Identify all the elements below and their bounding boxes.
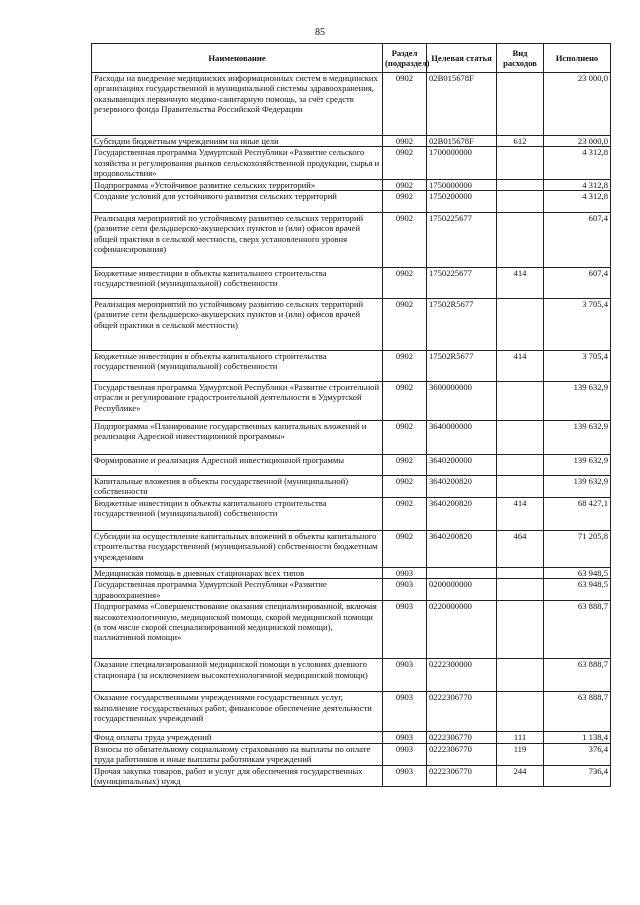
page-number: 85 xyxy=(315,27,325,38)
cell-section: 0902 xyxy=(383,382,427,421)
cell-done: 68 427,1 xyxy=(544,497,611,530)
cell-target: 3640200820 xyxy=(427,497,497,530)
cell-done: 63 948,5 xyxy=(544,579,611,601)
cell-name: Бюджетные инвестиции в объекты капитального строительства государственной (муниципальной) собственности xyxy=(92,351,383,382)
cell-target: 1750225677 xyxy=(427,213,497,268)
cell-name: Взносы по обязательному социальному страхованию на выплаты по оплате труда работников и иные выплаты работникам учреждений xyxy=(92,743,383,765)
table-row xyxy=(92,136,611,147)
cell-done: 71 205,8 xyxy=(544,530,611,567)
cell-section: 0903 xyxy=(383,765,427,787)
cell-done: 63 888,7 xyxy=(544,692,611,732)
cell-name: Расходы на внедрение медицинских информационных систем в медицинских организациях государственной и муниципальной системы здравоохранения, оказывающих первичную медико-санитарную помощь, за счёт средств резервного фонда Правительства Российской Федерации xyxy=(92,73,383,136)
header-target: Целевая статья xyxy=(427,44,497,73)
cell-kind xyxy=(497,191,544,213)
table-row xyxy=(92,476,611,498)
cell-name: Субсидии бюджетным учреждениям на иные цели xyxy=(92,136,383,147)
cell-target: 0200000000 xyxy=(427,579,497,601)
cell-target: 3640200820 xyxy=(427,476,497,498)
cell-kind xyxy=(497,179,544,190)
cell-done: 607,4 xyxy=(544,213,611,268)
cell-done: 139 632,9 xyxy=(544,455,611,476)
cell-name: Формирование и реализация Адресной инвестиционной программы xyxy=(92,455,383,476)
cell-target: 17502R5677 xyxy=(427,351,497,382)
cell-section: 0903 xyxy=(383,732,427,743)
cell-name: Подпрограмма «Устойчивое развитие сельских территорий» xyxy=(92,179,383,190)
header-name: Наименование xyxy=(92,44,383,73)
cell-target: 1700000000 xyxy=(427,147,497,179)
cell-name: Оказание специализированной медицинской помощи в условиях дневного стационара (за исключением высокотехнологичной медицинской помощи) xyxy=(92,659,383,692)
cell-section: 0902 xyxy=(383,421,427,455)
table-row xyxy=(92,497,611,530)
cell-done: 4 312,8 xyxy=(544,191,611,213)
cell-name: Государственная программа Удмуртской Республики «Развитие строительной отрасли и регулирование градостроительной деятельности в Удмуртской Республике» xyxy=(92,382,383,421)
table-row xyxy=(92,743,611,765)
cell-done: 23 000,0 xyxy=(544,136,611,147)
cell-section: 0902 xyxy=(383,179,427,190)
cell-done: 63 888,7 xyxy=(544,659,611,692)
table-row xyxy=(92,765,611,787)
cell-kind xyxy=(497,567,544,578)
cell-section: 0902 xyxy=(383,73,427,136)
table-row xyxy=(92,530,611,567)
cell-section: 0902 xyxy=(383,299,427,351)
cell-name: Оказание государственными учреждениями государственных услуг, выполнение государственных работ, финансовое обеспечение деятельности государственных учреждений xyxy=(92,692,383,732)
cell-section: 0902 xyxy=(383,136,427,147)
cell-kind: 414 xyxy=(497,497,544,530)
cell-target: 0222306770 xyxy=(427,743,497,765)
table-row xyxy=(92,351,611,382)
cell-section: 0902 xyxy=(383,268,427,299)
table-row xyxy=(92,213,611,268)
cell-name: Медицинская помощь в дневных стационарах всех типов xyxy=(92,567,383,578)
cell-section: 0902 xyxy=(383,213,427,268)
cell-name: Создание условий для устойчивого развития сельских территорий xyxy=(92,191,383,213)
cell-kind xyxy=(497,147,544,179)
cell-section: 0903 xyxy=(383,743,427,765)
cell-section: 0903 xyxy=(383,579,427,601)
cell-kind: 612 xyxy=(497,136,544,147)
cell-target: 02В015678F xyxy=(427,73,497,136)
cell-done: 139 632,9 xyxy=(544,421,611,455)
cell-kind xyxy=(497,455,544,476)
table-row xyxy=(92,579,611,601)
cell-done: 736,4 xyxy=(544,765,611,787)
table-header-row xyxy=(92,44,611,73)
cell-section: 0902 xyxy=(383,147,427,179)
cell-section: 0903 xyxy=(383,601,427,659)
cell-done: 139 632,9 xyxy=(544,476,611,498)
cell-section: 0902 xyxy=(383,530,427,567)
cell-target: 0222300000 xyxy=(427,659,497,692)
cell-done: 63 948,5 xyxy=(544,567,611,578)
budget-table xyxy=(91,43,611,787)
cell-done: 3 705,4 xyxy=(544,351,611,382)
cell-kind: 244 xyxy=(497,765,544,787)
cell-name: Подпрограмма «Планирование государственных капитальных вложений и реализация Адресной инвестиционной программы» xyxy=(92,421,383,455)
table-row xyxy=(92,299,611,351)
cell-section: 0902 xyxy=(383,351,427,382)
cell-kind: 414 xyxy=(497,351,544,382)
cell-target: 3640200820 xyxy=(427,530,497,567)
table-row xyxy=(92,455,611,476)
cell-name: Капитальные вложения в объекты государственной (муниципальной) собственности xyxy=(92,476,383,498)
cell-done: 376,4 xyxy=(544,743,611,765)
cell-name: Бюджетные инвестиции в объекты капитального строительства государственной (муниципальной) собственности xyxy=(92,268,383,299)
cell-done: 1 138,4 xyxy=(544,732,611,743)
cell-target: 0222306770 xyxy=(427,732,497,743)
cell-target: 3640000000 xyxy=(427,421,497,455)
cell-done: 3 705,4 xyxy=(544,299,611,351)
cell-name: Государственная программа Удмуртской Республики «Развитие здравоохранения» xyxy=(92,579,383,601)
table-row xyxy=(92,268,611,299)
cell-section: 0903 xyxy=(383,692,427,732)
cell-name: Прочая закупка товаров, работ и услуг для обеспечения государственных (муниципальных) нужд xyxy=(92,765,383,787)
cell-target: 02В015678F xyxy=(427,136,497,147)
cell-kind: 119 xyxy=(497,743,544,765)
cell-section: 0902 xyxy=(383,191,427,213)
cell-section: 0903 xyxy=(383,567,427,578)
cell-target: 0220000000 xyxy=(427,601,497,659)
cell-kind xyxy=(497,476,544,498)
cell-done: 4 312,8 xyxy=(544,147,611,179)
table-row xyxy=(92,191,611,213)
table-row xyxy=(92,601,611,659)
cell-target: 3640200000 xyxy=(427,455,497,476)
table-row xyxy=(92,73,611,136)
cell-kind xyxy=(497,601,544,659)
table-row xyxy=(92,179,611,190)
cell-target: 0222306770 xyxy=(427,692,497,732)
table-row xyxy=(92,567,611,578)
cell-kind xyxy=(497,299,544,351)
cell-target: 17502R5677 xyxy=(427,299,497,351)
cell-done: 63 888,7 xyxy=(544,601,611,659)
cell-section: 0902 xyxy=(383,497,427,530)
table-row xyxy=(92,421,611,455)
cell-section: 0902 xyxy=(383,455,427,476)
cell-kind xyxy=(497,659,544,692)
cell-name: Реализация мероприятий по устойчивому развитию сельских территорий (развитие сети фельдшерско-акушерских пунктов и (или) офисов врачей общей практики в сельской местности, сверх установленного уровня софинансирования) xyxy=(92,213,383,268)
cell-kind xyxy=(497,73,544,136)
table-row xyxy=(92,732,611,743)
cell-target: 1750000000 xyxy=(427,179,497,190)
cell-name: Подпрограмма «Совершенствование оказания специализированной, включая высокотехнологичную, медицинской помощи, скорой медицинской помощи (в том числе скорой специализированной медицинской помощи), паллиативной помощи» xyxy=(92,601,383,659)
cell-target: 1750225677 xyxy=(427,268,497,299)
cell-done: 139 632,9 xyxy=(544,382,611,421)
cell-name: Государственная программа Удмуртской Республики «Развитие сельского хозяйства и регулирования рынков сельскохозяйственной продукции, сырья и продовольствия» xyxy=(92,147,383,179)
cell-name: Фонд оплаты труда учреждений xyxy=(92,732,383,743)
cell-kind xyxy=(497,213,544,268)
cell-target: 0222306770 xyxy=(427,765,497,787)
cell-name: Реализация мероприятий по устойчивому развитию сельских территорий (развитие сети фельдшерско-акушерских пунктов и (или) офисов врачей общей практики в сельской местности) xyxy=(92,299,383,351)
table-row xyxy=(92,659,611,692)
header-section: Раздел (подраздел) xyxy=(383,44,427,73)
table-row xyxy=(92,147,611,179)
cell-kind xyxy=(497,579,544,601)
cell-section: 0903 xyxy=(383,659,427,692)
cell-kind xyxy=(497,421,544,455)
cell-target: 3600000000 xyxy=(427,382,497,421)
cell-kind xyxy=(497,692,544,732)
table-row xyxy=(92,692,611,732)
cell-kind: 111 xyxy=(497,732,544,743)
cell-kind: 464 xyxy=(497,530,544,567)
cell-kind: 414 xyxy=(497,268,544,299)
cell-name: Бюджетные инвестиции в объекты капитального строительства государственной (муниципальной) собственности xyxy=(92,497,383,530)
cell-target xyxy=(427,567,497,578)
header-kind: Вид расходов xyxy=(497,44,544,73)
table-row xyxy=(92,382,611,421)
cell-section: 0902 xyxy=(383,476,427,498)
cell-kind xyxy=(497,382,544,421)
cell-target: 1750200000 xyxy=(427,191,497,213)
cell-name: Субсидии на осуществление капитальных вложений в объекты капитального строительства государственной (муниципальной) собственности бюджетным учреждениям xyxy=(92,530,383,567)
cell-done: 4 312,8 xyxy=(544,179,611,190)
header-done: Исполнено xyxy=(544,44,611,73)
cell-done: 607,4 xyxy=(544,268,611,299)
cell-done: 23 000,0 xyxy=(544,73,611,136)
